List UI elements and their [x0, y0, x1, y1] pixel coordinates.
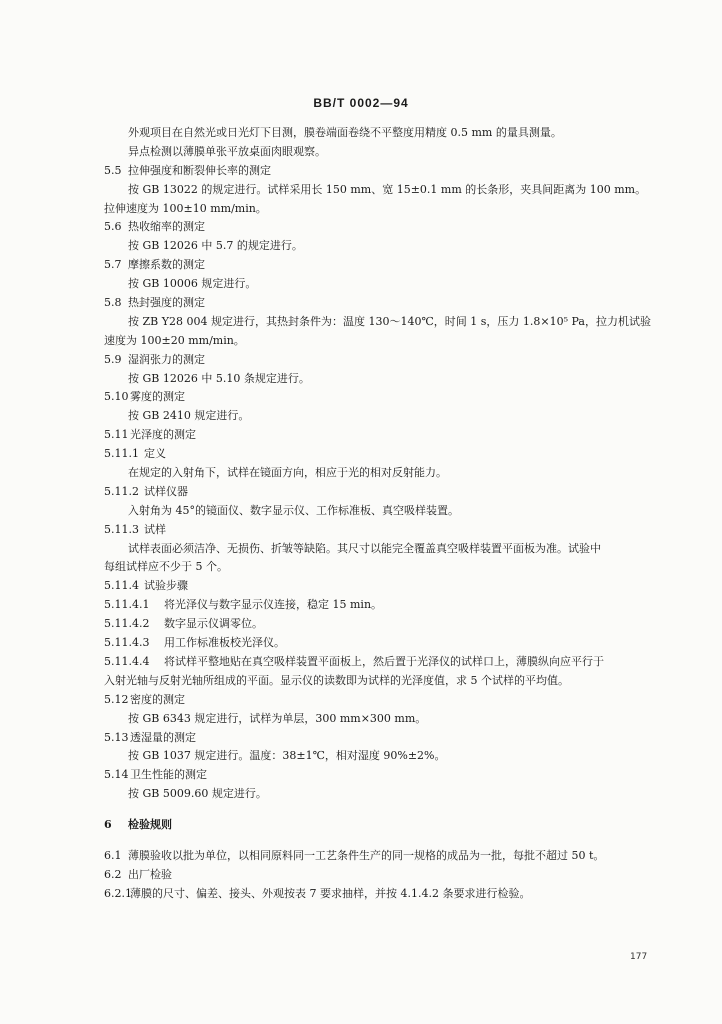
section-heading: 5.7 摩擦系数的测定: [104, 258, 205, 272]
paragraph-line: 按 ZB Y28 004 规定进行，其热封条件为：温度 130～140℃，时间 1 s，压力 1.8×10⁵ Pa，拉力机试验: [128, 314, 651, 328]
step-line: 5.11.4.1 将光泽仪与数字显示仪连接，稳定 15 min。: [104, 598, 383, 612]
paragraph-line: 试样表面必须洁净、无损伤、折皱等缺陷。其尺寸以能完全覆盖真空吸样装置平面板为准。试验中: [128, 541, 601, 555]
step-line: 5.11.4.4 将试样平整地贴在真空吸样装置平面板上，然后置于光泽仪的试样口上，薄膜纵向应平行于: [104, 654, 604, 668]
paragraph-line: 按 GB 1037 规定进行。温度：38±1℃，相对湿度 90%±2%。: [128, 749, 446, 763]
section-heading: 5.9 湿润张力的测定: [104, 352, 205, 366]
paragraph-line: 在规定的入射角下，试样在镜面方向，相应于光的相对反射能力。: [128, 466, 447, 480]
section-heading: 5.11 光泽度的测定: [104, 428, 196, 442]
section-heading: 5.10 雾度的测定: [104, 390, 185, 404]
step-line: 5.11.4.2 数字显示仪调零位。: [104, 617, 263, 631]
section-heading: 5.11.3 试样: [104, 522, 166, 536]
paragraph-line: 按 GB 13022 的规定进行。试样采用长 150 mm、宽 15±0.1 mm 的长条形，夹具间距离为 100 mm。: [128, 182, 647, 196]
section-heading: 5.13 透湿量的测定: [104, 730, 196, 744]
section-heading: 5.12 密度的测定: [104, 692, 185, 706]
paragraph-line: 速度为 100±20 mm/min。: [104, 333, 245, 347]
section-heading: 6.2.1薄膜的尺寸、偏差、接头、外观按表 7 要求抽样，并按 4.1.4.2 条要求进行检验。: [104, 886, 531, 900]
page-number: 177: [630, 952, 648, 962]
document-header: BB/T 0002—94: [313, 96, 409, 110]
paragraph-line: 拉伸速度为 100±10 mm/min。: [104, 201, 267, 215]
section-heading: 5.6 热收缩率的测定: [104, 220, 205, 234]
section-heading: 5.8 热封强度的测定: [104, 296, 205, 310]
paragraph-line: 按 GB 12026 中 5.7 的规定进行。: [128, 239, 303, 253]
chapter-heading: 6 检验规则: [104, 818, 172, 832]
paragraph-line: 每组试样应不少于 5 个。: [104, 560, 228, 574]
section-heading: 5.14 卫生性能的测定: [104, 768, 207, 782]
step-line: 5.11.4.3 用工作标准板校光泽仪。: [104, 636, 285, 650]
document-body: [104, 124, 669, 904]
section-heading: 6.1 薄膜验收以批为单位，以相同原料同一工艺条件生产的同一规格的成品为一批，每批不超过 50 t。: [104, 848, 605, 862]
section-heading: 5.11.4 试验步骤: [104, 579, 188, 593]
paragraph-line: 异点检测以薄膜单张平放桌面肉眼观察。: [128, 144, 326, 158]
paragraph-line: 按 GB 6343 规定进行，试样为单层，300 mm×300 mm。: [128, 711, 427, 725]
paragraph-line: 按 GB 2410 规定进行。: [128, 409, 250, 423]
paragraph-line: 按 GB 5009.60 规定进行。: [128, 787, 267, 801]
paragraph-line: 按 GB 12026 中 5.10 条规定进行。: [128, 371, 310, 385]
paragraph-line: 外观项目在自然光或日光灯下目测，膜卷端面卷绕不平整度用精度 0.5 mm 的量具测量。: [128, 126, 562, 139]
paragraph-line: 入射角为 45°的镜面仪、数字显示仪、工作标准板、真空吸样装置。: [128, 503, 459, 517]
section-heading: 6.2 出厂检验: [104, 867, 172, 881]
section-heading: 5.11.1 定义: [104, 447, 166, 461]
paragraph-line: 入射光轴与反射光轴所组成的平面。显示仪的读数即为试样的光泽度值，求 5 个试样的平均值。: [104, 673, 569, 687]
section-heading: 5.11.2 试样仪器: [104, 484, 188, 498]
paragraph-line: 按 GB 10006 规定进行。: [128, 277, 257, 291]
section-heading: 5.5 拉伸强度和断裂伸长率的测定: [104, 163, 271, 177]
